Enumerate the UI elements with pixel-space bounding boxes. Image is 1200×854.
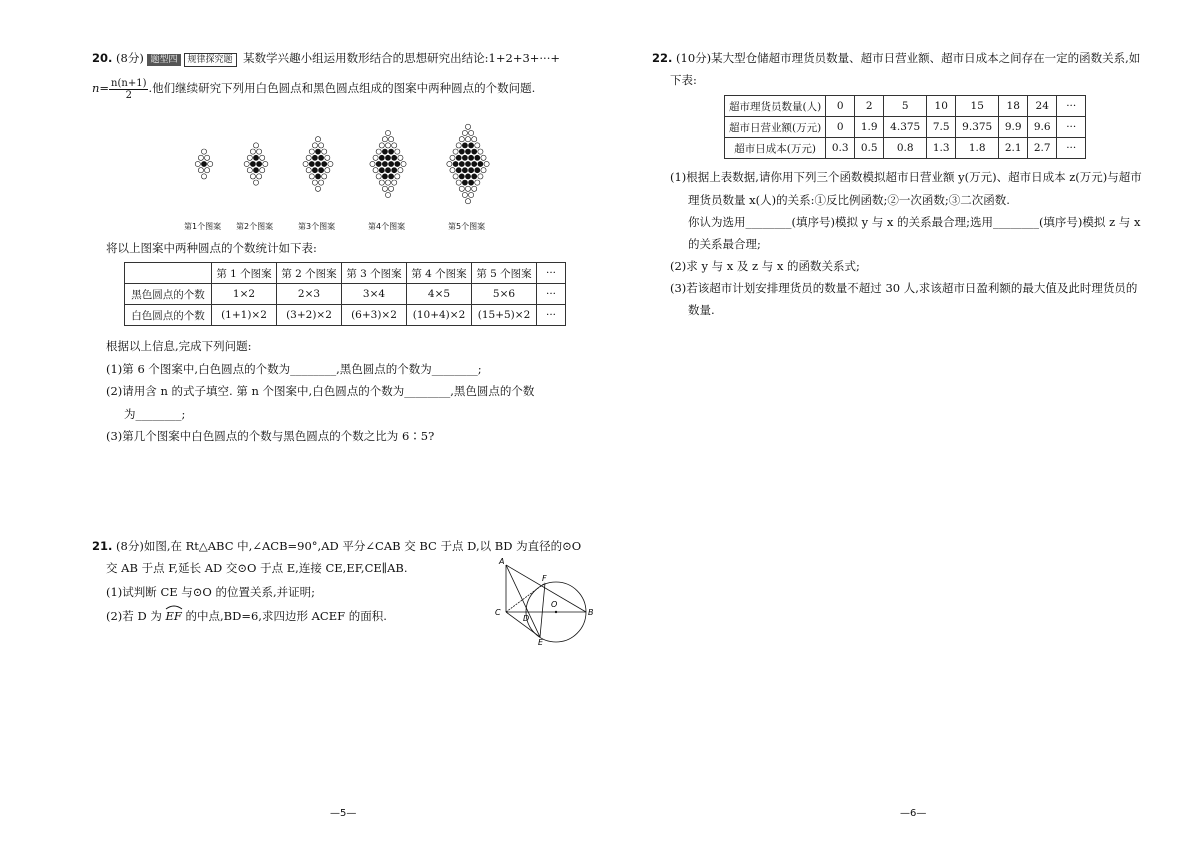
white-dot (325, 168, 330, 173)
q22-part-2: (2)求 y 与 x 及 z 与 x 的函数关系式; (670, 259, 860, 273)
white-dot (328, 161, 333, 166)
black-dot (309, 161, 314, 166)
page-number-left: —5— (330, 808, 357, 819)
black-dot (253, 155, 258, 160)
table-cell: (3+2)×2 (277, 305, 342, 326)
table-cell: 7.5 (927, 117, 956, 138)
q21-line-1 (92, 538, 581, 554)
white-dot (450, 168, 455, 173)
arc-mark-icon (165, 604, 183, 610)
white-dot (257, 149, 262, 154)
table-cell: 超市理货员数量(人) (725, 96, 826, 117)
black-dot (253, 168, 258, 173)
table-cell: ··· (537, 305, 566, 326)
fig-label-b: B (588, 608, 594, 617)
white-dot (263, 161, 268, 166)
table-cell: 0.8 (884, 138, 927, 159)
q21-text-1: (8分)如图,在 Rt△ABC 中,∠ACB=90°,AD 平分∠CAB 交 BC 于点 D,以 BD 为直径的⊙O (116, 539, 582, 553)
q22-part-1a: (1)根据上表数据,请你用下列三个函数模拟超市日营业额 y(万元)、超市日成本 z(万元)与超市 (670, 170, 1142, 184)
pattern-label-4: 第4个图案 (368, 222, 406, 231)
black-dot (459, 149, 464, 154)
fig-label-e: E (538, 638, 544, 647)
table-cell: 24 (1028, 96, 1057, 117)
table-row (125, 305, 566, 326)
black-dot (382, 174, 387, 179)
black-dot (469, 143, 474, 148)
q22-part-1b: 理货员数量 x(人)的关系:①反比例函数;②一次函数;③二次函数. (688, 193, 1010, 207)
black-dot (465, 174, 470, 179)
white-dot (201, 149, 206, 154)
white-dot (450, 155, 455, 160)
black-dot (379, 155, 384, 160)
table-cell (125, 263, 212, 284)
black-dot (456, 155, 461, 160)
q20-type-tag: 题型四 (147, 54, 180, 66)
black-dot (459, 161, 464, 166)
white-dot (319, 143, 324, 148)
black-dot (312, 155, 317, 160)
white-dot (462, 192, 467, 197)
q21-part-1: (1)试判断 CE 与⊙O 的位置关系,并证明; (106, 585, 316, 599)
black-dot (257, 161, 262, 166)
fig-label-f: F (542, 574, 547, 583)
black-dot (472, 174, 477, 179)
white-dot (465, 199, 470, 204)
black-dot (465, 161, 470, 166)
black-dot (376, 161, 381, 166)
white-dot (389, 137, 394, 142)
white-dot (453, 174, 458, 179)
table-cell: 1.3 (927, 138, 956, 159)
table-cell: 5×6 (472, 284, 537, 305)
white-dot (475, 180, 480, 185)
black-dot (392, 155, 397, 160)
white-dot (465, 124, 470, 129)
black-dot (462, 155, 467, 160)
white-dot (478, 174, 483, 179)
black-dot (322, 161, 327, 166)
white-dot (205, 155, 210, 160)
q20-part-2b: 为________; (124, 407, 186, 421)
black-dot (472, 149, 477, 154)
table-header-cell: 第 4 个图案 (407, 263, 472, 284)
q20-frac-den: 2 (125, 89, 132, 101)
q21-arc-ef (165, 608, 181, 624)
table-cell: 0 (826, 96, 855, 117)
white-dot (208, 161, 213, 166)
black-dot (389, 174, 394, 179)
white-dot (250, 174, 255, 179)
black-dot (462, 180, 467, 185)
white-dot (260, 168, 265, 173)
black-dot (462, 168, 467, 173)
black-dot (385, 155, 390, 160)
white-dot (385, 143, 390, 148)
q22-line-2: 下表: (670, 73, 697, 87)
black-dot (382, 149, 387, 154)
q21-arc-label: EF (165, 609, 182, 623)
table-cell: 0.5 (855, 138, 884, 159)
q20-number: 20. (92, 51, 113, 65)
white-dot (484, 161, 489, 166)
white-dot (392, 180, 397, 185)
white-dot (370, 161, 375, 166)
right-page (600, 0, 1200, 854)
table-cell: 9.375 (956, 117, 999, 138)
white-dot (315, 137, 320, 142)
q22-part-3a: (3)若该超市计划安排理货员的数量不超过 30 人,求该超市日盈利额的最大值及此时理货员的 (670, 281, 1138, 295)
white-dot (447, 161, 452, 166)
table-cell: 白色圆点的个数 (125, 305, 212, 326)
table-cell: ··· (1057, 96, 1086, 117)
pattern-label-1: 第1个图案 (184, 222, 222, 231)
table-cell: ··· (1057, 117, 1086, 138)
fig-label-a: A (499, 557, 505, 566)
table-row (725, 96, 1086, 117)
white-dot (201, 174, 206, 179)
white-dot (306, 155, 311, 160)
table-cell: (6+3)×2 (342, 305, 407, 326)
table-cell: 2.7 (1028, 138, 1057, 159)
table-header-cell: 第 3 个图案 (342, 263, 407, 284)
table-cell: 0.3 (826, 138, 855, 159)
white-dot (465, 137, 470, 142)
white-dot (462, 130, 467, 135)
white-dot (195, 161, 200, 166)
white-dot (257, 174, 262, 179)
black-dot (475, 168, 480, 173)
q22-number: 22. (652, 51, 673, 65)
black-dot (469, 155, 474, 160)
table-row (725, 138, 1086, 159)
table-cell: 黑色圆点的个数 (125, 284, 212, 305)
black-dot (478, 161, 483, 166)
q21-line-2: 交 AB 于点 F,延长 AD 交⊙O 于点 E,连接 CE,EF,CE∥AB. (106, 561, 408, 575)
white-dot (247, 155, 252, 160)
white-dot (198, 168, 203, 173)
white-dot (303, 161, 308, 166)
q20-frac-num: n(n+1) (111, 77, 147, 89)
table-cell: 3×4 (342, 284, 407, 305)
table-cell: 9.9 (999, 117, 1028, 138)
white-dot (459, 137, 464, 142)
table-cell: 15 (956, 96, 999, 117)
table-header-cell: ··· (537, 263, 566, 284)
white-dot (481, 168, 486, 173)
white-dot (306, 168, 311, 173)
white-dot (250, 149, 255, 154)
q20-intro-a: 某数学兴趣小组运用数形结合的思想研究出结论:1+2+3+···+ (243, 51, 561, 65)
black-dot (475, 155, 480, 160)
black-dot (382, 161, 387, 166)
table-cell: (1+1)×2 (212, 305, 277, 326)
white-dot (309, 174, 314, 179)
table-cell: 1×2 (212, 284, 277, 305)
white-dot (253, 180, 258, 185)
table-header-cell: 第 2 个图案 (277, 263, 342, 284)
white-dot (376, 149, 381, 154)
table-row (125, 284, 566, 305)
white-dot (478, 149, 483, 154)
table-cell: (10+4)×2 (407, 305, 472, 326)
q21-part-2a: (2)若 D 为 (106, 609, 162, 623)
black-dot (462, 143, 467, 148)
white-dot (382, 186, 387, 191)
white-dot (319, 180, 324, 185)
black-dot (389, 149, 394, 154)
q22-text-1: (10分)某大型仓储超市理货员数量、超市日营业额、超市日成本之间存在一定的函数关系,如 (676, 51, 1141, 65)
white-dot (398, 155, 403, 160)
white-dot (247, 168, 252, 173)
q20-part-3: (3)第几个图案中白色圆点的个数与黑色圆点的个数之比为 6∶5? (106, 429, 435, 443)
q22-line-1 (652, 50, 1140, 66)
white-dot (385, 130, 390, 135)
q22-part-3b: 数量. (688, 303, 715, 317)
table-cell: 1.9 (855, 117, 884, 138)
white-dot (379, 180, 384, 185)
white-dot (260, 155, 265, 160)
white-dot (373, 155, 378, 160)
white-dot (376, 174, 381, 179)
black-dot (453, 161, 458, 166)
q21-part-2 (106, 608, 387, 624)
pattern-label-5: 第5个图案 (448, 222, 486, 231)
q20-stats-table (124, 262, 566, 326)
white-dot (205, 168, 210, 173)
black-dot (201, 161, 206, 166)
white-dot (322, 149, 327, 154)
white-dot (379, 143, 384, 148)
table-cell: 4.375 (884, 117, 927, 138)
table-cell: 超市日营业额(万元) (725, 117, 826, 138)
q20-category-tag: 规律探究题 (184, 53, 237, 67)
q20-fraction (109, 78, 148, 101)
white-dot (469, 130, 474, 135)
white-dot (389, 186, 394, 191)
table-cell: 0 (826, 117, 855, 138)
table-header-cell: 第 1 个图案 (212, 263, 277, 284)
q21-geometry-figure (490, 555, 600, 647)
white-dot (312, 143, 317, 148)
black-dot (469, 168, 474, 173)
white-dot (312, 180, 317, 185)
q22-part-1d: 的关系最合理; (688, 237, 761, 251)
fig-label-c: C (495, 608, 501, 617)
white-dot (472, 137, 477, 142)
table-cell: ··· (1057, 138, 1086, 159)
black-dot (379, 168, 384, 173)
black-dot (472, 161, 477, 166)
table-cell: (15+5)×2 (472, 305, 537, 326)
white-dot (315, 186, 320, 191)
q21-number: 21. (92, 539, 113, 553)
white-dot (465, 186, 470, 191)
white-dot (253, 143, 258, 148)
black-dot (469, 180, 474, 185)
white-dot (469, 192, 474, 197)
white-dot (398, 168, 403, 173)
black-dot (392, 168, 397, 173)
q20-line-2 (92, 76, 535, 101)
table-cell: ··· (537, 284, 566, 305)
white-dot (309, 149, 314, 154)
fig-label-d: D (523, 614, 530, 623)
black-dot (385, 168, 390, 173)
black-dot (250, 161, 255, 166)
white-dot (198, 155, 203, 160)
white-dot (244, 161, 249, 166)
black-dot (456, 168, 461, 173)
black-dot (389, 161, 394, 166)
table-cell: 1.8 (956, 138, 999, 159)
table-row (725, 117, 1086, 138)
table-cell: 9.6 (1028, 117, 1057, 138)
q21-part-2b: 的中点,BD=6,求四边形 ACEF 的面积. (185, 609, 387, 623)
black-dot (312, 168, 317, 173)
white-dot (475, 143, 480, 148)
table-cell: 2×3 (277, 284, 342, 305)
white-dot (401, 161, 406, 166)
table-cell: 2.1 (999, 138, 1028, 159)
black-dot (319, 168, 324, 173)
white-dot (395, 174, 400, 179)
q20-intro-n: n= (92, 81, 110, 95)
q22-part-1c: 你认为选用________(填序号)模拟 y 与 x 的关系最合理;选用________(填序号)模拟 z 与 x (688, 215, 1141, 229)
white-dot (481, 155, 486, 160)
page-number-right: —6— (900, 808, 927, 819)
white-dot (472, 186, 477, 191)
white-dot (459, 186, 464, 191)
q22-data-table (724, 95, 1086, 159)
q20-line-1 (92, 50, 560, 67)
black-dot (315, 149, 320, 154)
black-dot (315, 161, 320, 166)
q20-intro-b: .他们继续研究下列用白色圆点和黑色圆点组成的图案中两种圆点的个数问题. (148, 81, 536, 95)
white-dot (325, 155, 330, 160)
black-dot (459, 174, 464, 179)
q20-patterns-figure (180, 108, 530, 236)
white-dot (382, 137, 387, 142)
q20-table-intro: 将以上图案中两种圆点的个数统计如下表: (106, 241, 317, 255)
black-dot (395, 161, 400, 166)
fig-label-o: O (551, 600, 558, 609)
black-dot (465, 149, 470, 154)
table-cell: 18 (999, 96, 1028, 117)
black-dot (315, 174, 320, 179)
white-dot (453, 149, 458, 154)
pattern-label-2: 第2个图案 (236, 222, 274, 231)
white-dot (395, 149, 400, 154)
white-dot (322, 174, 327, 179)
q20-score: (8分) (116, 51, 144, 65)
q20-after: 根据以上信息,完成下列问题: (106, 339, 252, 353)
table-header-cell: 第 5 个图案 (472, 263, 537, 284)
white-dot (373, 168, 378, 173)
white-dot (385, 180, 390, 185)
white-dot (456, 143, 461, 148)
q20-part-1: (1)第 6 个图案中,白色圆点的个数为________,黑色圆点的个数为________; (106, 362, 482, 376)
white-dot (385, 192, 390, 197)
table-cell: 4×5 (407, 284, 472, 305)
black-dot (319, 155, 324, 160)
white-dot (456, 180, 461, 185)
pattern-label-3: 第3个图案 (298, 222, 336, 231)
table-row (125, 263, 566, 284)
table-cell: 2 (855, 96, 884, 117)
table-cell: 5 (884, 96, 927, 117)
table-cell: 10 (927, 96, 956, 117)
table-cell: 超市日成本(万元) (725, 138, 826, 159)
q20-part-2a: (2)请用含 n 的式子填空. 第 n 个图案中,白色圆点的个数为________,黑色圆点的个数 (106, 384, 535, 398)
white-dot (392, 143, 397, 148)
